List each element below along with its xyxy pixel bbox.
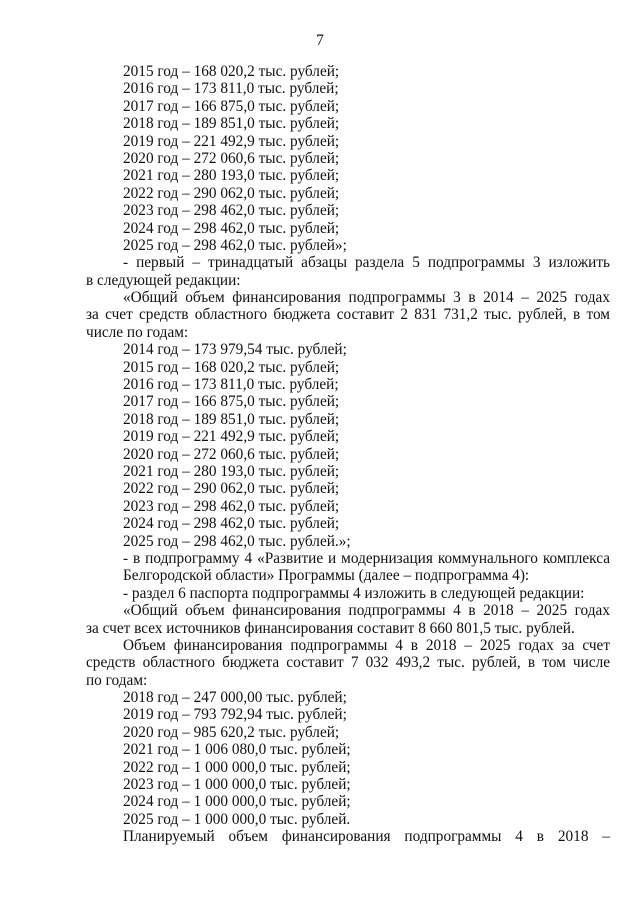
text-line: 2022 год – 1 000 000,0 тыс. рублей; — [123, 758, 351, 776]
text-line: 2025 год – 298 462,0 тыс. рублей.»; — [123, 532, 351, 550]
text-line: Объем финансирования подпрограммы 4 в 2018 – 2025 годах за счет — [123, 636, 610, 654]
text-line: 2020 год – 272 060,6 тыс. рублей; — [123, 445, 340, 463]
text-line: 2019 год – 221 492,9 тыс. рублей; — [123, 132, 340, 150]
page-number: 7 — [316, 32, 324, 49]
text-line: 2022 год – 290 062,0 тыс. рублей; — [123, 184, 340, 202]
text-line: 2025 год – 298 462,0 тыс. рублей»; — [123, 236, 347, 254]
text-line: 2018 год – 247 000,00 тыс. рублей; — [123, 689, 347, 707]
text-line: по годам: — [86, 671, 148, 689]
text-line: 2015 год – 168 020,2 тыс. рублей; — [123, 63, 340, 80]
text-line: 2018 год – 189 851,0 тыс. рублей; — [123, 115, 340, 133]
text-line: «Общий объем финансирования подпрограммы 4 в 2018 – 2025 годах — [123, 602, 610, 620]
text-line: 2021 год – 1 006 080,0 тыс. рублей; — [123, 741, 351, 759]
text-line: 2014 год – 173 979,54 тыс. рублей; — [123, 341, 347, 359]
text-line: за счет всех источников финансирования составит 8 660 801,5 тыс. рублей. — [86, 619, 575, 637]
text-line: 2024 год – 1 000 000,0 тыс. рублей; — [123, 793, 351, 811]
text-line: - в подпрограмму 4 «Развитие и модернизация коммунального комплекса — [123, 549, 610, 567]
text-line: Планируемый объем финансирования подпрограммы 4 в 2018 – — [123, 828, 610, 846]
text-line: средств областного бюджета составит 7 032 493,2 тыс. рублей, в том числе — [86, 654, 610, 672]
text-line: 2020 год – 272 060,6 тыс. рублей; — [123, 149, 340, 167]
text-line: - раздел 6 паспорта подпрограммы 4 изложить в следующей редакции: — [123, 584, 585, 602]
text-line: 2024 год – 298 462,0 тыс. рублей; — [123, 515, 340, 533]
text-line: 2016 год – 173 811,0 тыс. рублей; — [123, 376, 339, 394]
document-body — [86, 63, 610, 846]
text-line: 2023 год – 1 000 000,0 тыс. рублей; — [123, 776, 351, 794]
text-line: 2019 год – 221 492,9 тыс. рублей; — [123, 428, 340, 446]
text-line: «Общий объем финансирования подпрограммы 3 в 2014 – 2025 годах — [123, 289, 610, 307]
text-line: 2023 год – 298 462,0 тыс. рублей; — [123, 497, 340, 515]
text-line: 2017 год – 166 875,0 тыс. рублей; — [123, 97, 340, 115]
text-line: 2024 год – 298 462,0 тыс. рублей; — [123, 219, 340, 237]
text-line: 2022 год – 290 062,0 тыс. рублей; — [123, 480, 340, 498]
text-line: за счет средств областного бюджета составит 2 831 731,2 тыс. рублей, в том — [86, 306, 610, 324]
text-line: 2021 год – 280 193,0 тыс. рублей; — [123, 167, 340, 185]
text-line: 2017 год – 166 875,0 тыс. рублей; — [123, 393, 340, 411]
text-line: числе по годам: — [86, 323, 189, 341]
text-line: 2019 год – 793 792,94 тыс. рублей; — [123, 706, 347, 724]
text-line: в следующей редакции: — [86, 271, 241, 289]
text-line: 2020 год – 985 620,2 тыс. рублей; — [123, 723, 340, 741]
text-line: 2015 год – 168 020,2 тыс. рублей; — [123, 358, 340, 376]
text-line: Белгородской области» Программы (далее – подпрограмма 4): — [123, 567, 530, 585]
text-line: 2016 год – 173 811,0 тыс. рублей; — [123, 80, 339, 98]
text-line: 2018 год – 189 851,0 тыс. рублей; — [123, 410, 340, 428]
text-line: 2023 год – 298 462,0 тыс. рублей; — [123, 202, 340, 220]
text-line: 2025 год – 1 000 000,0 тыс. рублей. — [123, 810, 351, 828]
text-line: - первый – тринадцатый абзацы раздела 5 подпрограммы 3 изложить — [123, 254, 610, 272]
text-line: 2021 год – 280 193,0 тыс. рублей; — [123, 462, 340, 480]
